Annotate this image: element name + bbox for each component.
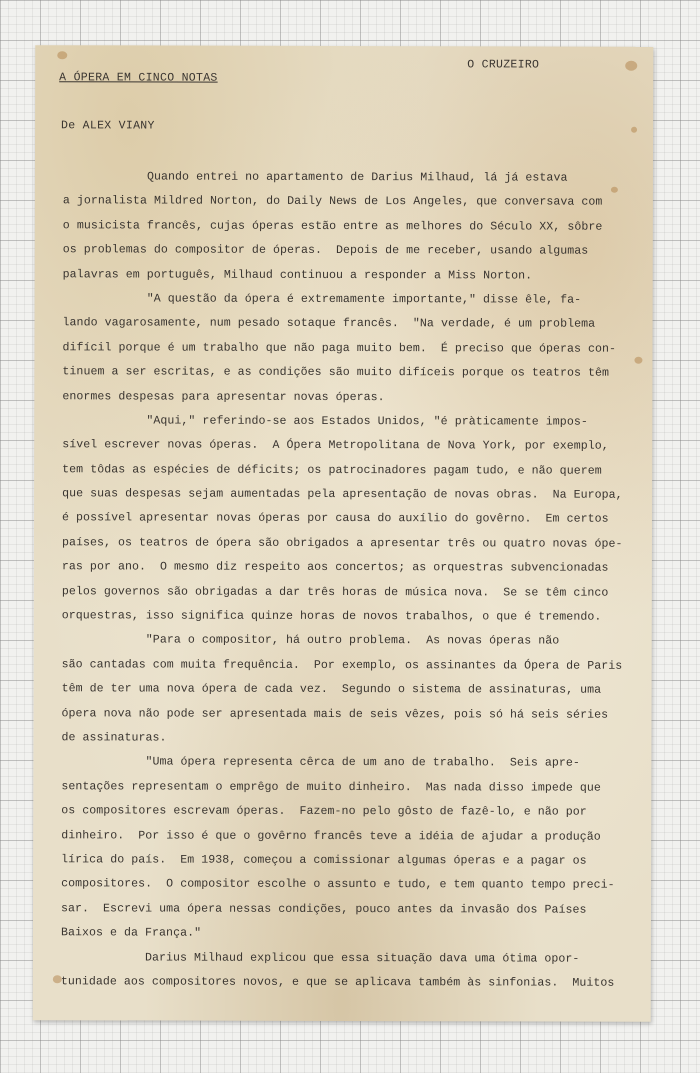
text-line: "Para o compositor, há outro problema. As novas óperas não [61, 633, 560, 648]
text-line: tem tôdas as espécies de déficits; os patrocinadores pagam tudo, e não querem [62, 462, 602, 478]
article-title: A ÓPERA EM CINCO NOTAS [59, 71, 218, 85]
text-line: tunidade aos compositores novos, e que se aplicava também às sinfonias. Muitos [60, 975, 615, 990]
paper-stain [625, 61, 637, 71]
text-line: "A questão da ópera é extremamente importante," disse êle, fa- [62, 292, 582, 307]
text-line: ópera nova não pode ser apresentada mais de seis vêzes, pois só há seis séries [61, 706, 609, 722]
text-line: é possível apresentar novas óperas por causa do auxílio do govêrno. Em certos [62, 511, 609, 527]
paper-stain [57, 51, 67, 59]
text-line: "Aqui," referindo-se aos Estados Unidos, "é pràticamente impos- [62, 414, 588, 429]
author-byline: De ALEX VIANY [61, 119, 155, 133]
text-line: Darius Milhaud explicou que essa situação dava uma ótima opor- [60, 950, 580, 966]
text-line: pelos governos são obrigadas a dar três horas de música nova. Se se têm cinco [61, 584, 609, 600]
article-body [61, 165, 659, 996]
text-line: lírica do país. Em 1938, começou a comissionar algumas óperas e a pagar os [61, 853, 587, 868]
text-line: os problemas do compositor de óperas. Depois de me receber, usando algumas [62, 243, 589, 258]
text-line: "Uma ópera representa cêrca de um ano de trabalho. Seis apre- [61, 755, 580, 770]
text-line: orquestras, isso significa quinze horas de novos trabalhos, o que é tremendo. [61, 609, 602, 624]
text-line: enormes despesas para apresentar novas óperas. [62, 389, 385, 404]
text-line: Quando entrei no apartamento de Darius Milhaud, lá já estava [62, 170, 568, 185]
text-line: que suas despesas sejam aumentadas pela apresentação de novas obras. Na Europa, [62, 487, 623, 502]
text-line: dinheiro. Por isso é que o govêrno francês teve a idéia de ajudar a produção [61, 828, 601, 844]
text-line: o musicista francês, cujas óperas estão entre as melhores do Século XX, sôbre [62, 219, 603, 234]
text-line: sar. Escrevi uma ópera nessas condições, pouco antes da invasão dos Países [61, 901, 587, 917]
text-line: lando vagarosamente, num pesado sotaque francês. "Na verdade, é um problema [62, 316, 596, 332]
text-line: a jornalista Mildred Norton, do Daily News de Los Angeles, que conversava com [62, 194, 603, 210]
text-line: os compositores escrevam óperas. Fazem-no pelo gôsto de fazê-lo, e não por [61, 804, 587, 819]
text-line: são cantadas com muita frequência. Por exemplo, os assinantes da Ópera de Paris [61, 658, 623, 673]
text-line: de assinaturas. [61, 731, 167, 745]
paper-stain [631, 127, 637, 133]
text-line: ras por ano. O mesmo diz respeito aos concertos; as orquestras subvencionadas [61, 560, 609, 575]
text-line: Baixos e da França." [60, 926, 202, 940]
text-line: tinuem a ser escritas, e as condições são muito difíceis porque os teatros têm [62, 365, 610, 380]
publication-name: O CRUZEIRO [467, 58, 540, 72]
text-line: sível escrever novas óperas. A Ópera Metropolitana de Nova York, por exemplo, [62, 438, 609, 453]
text-line: sentações representam o emprêgo de muito dinheiro. Mas nada disso impede que [61, 780, 601, 795]
text-line: têm de ter uma nova ópera de cada vez. Segundo o sistema de assinaturas, uma [61, 682, 602, 697]
typewritten-page [33, 45, 654, 1022]
text-line: palavras em português, Milhaud continuou a responder a Miss Norton. [62, 267, 533, 283]
text-line: difícil porque é um trabalho que não paga muito bem. É preciso que óperas con- [62, 340, 617, 356]
text-line: países, os teatros de ópera são obrigados a apresentar três ou quatro novas ópe- [61, 536, 623, 551]
text-line: compositores. O compositor escolhe o assunto e tudo, e tem quanto tempo preci- [61, 877, 615, 893]
